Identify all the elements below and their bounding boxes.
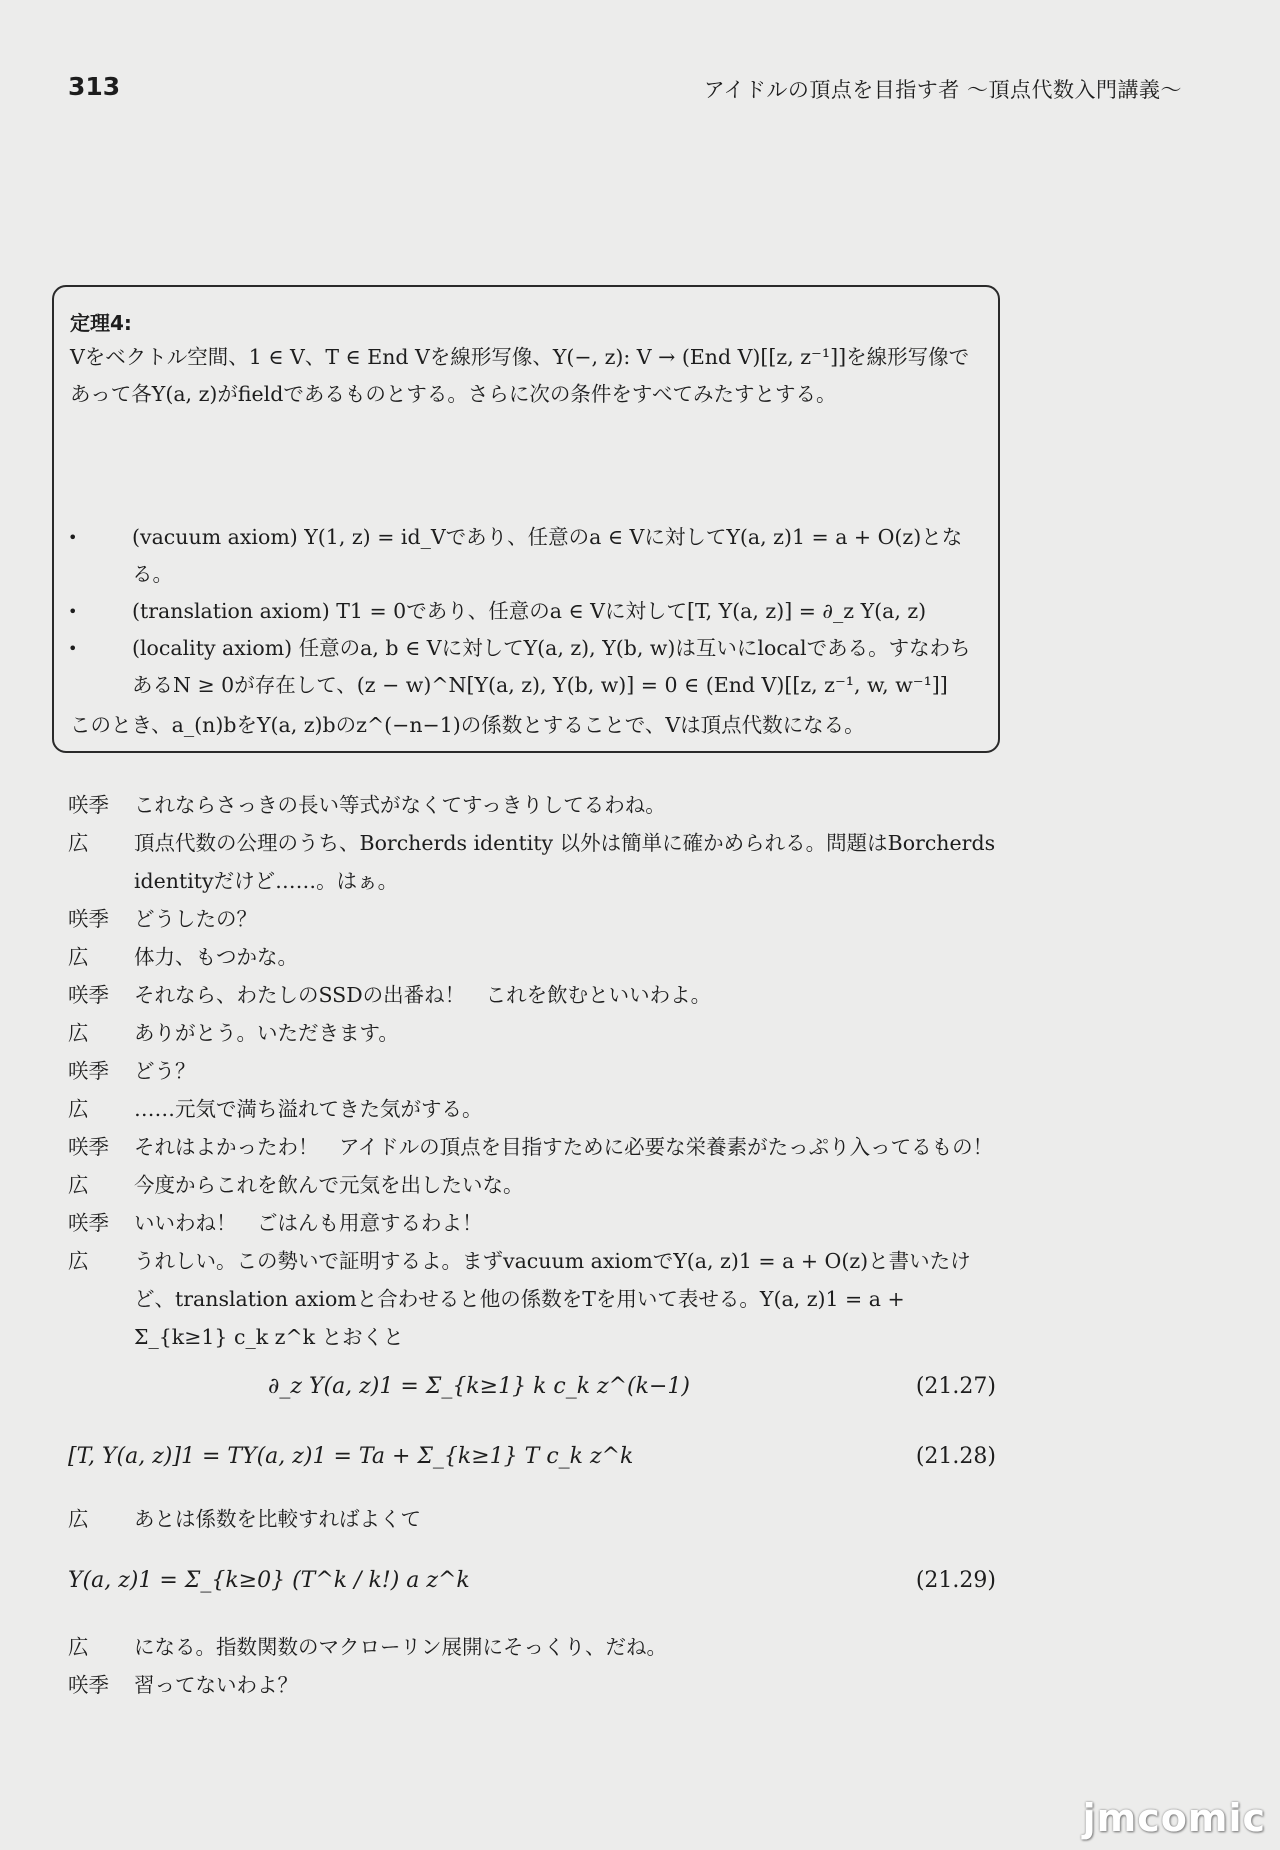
equation-expression: Y(a, z)1 = Σ_{k≥0} (T^k / k!) a z^k [68, 1568, 470, 1593]
bullet-translation-axiom: • (translation axiom) T1 = 0であり、任意のa ∈ Vに対して[T, Y(a, z)] = ∂_z Y(a, z) [54, 593, 994, 630]
theorem-box [52, 285, 1000, 753]
utterance: それはよかったわ！ アイドルの頂点を目指すために必要な栄養素がたっぷり入ってるもの！ [134, 1135, 994, 1159]
dialogue-line [68, 1500, 996, 1538]
equation-expression: [T, Y(a, z)]1 = TY(a, z)1 = Ta + Σ_{k≥1} T c_k z^k [68, 1444, 634, 1469]
dialogue-line [68, 1242, 996, 1356]
speaker: 咲季 [68, 983, 109, 1007]
utterance: どう？ [134, 1059, 196, 1083]
utterance: それなら、わたしのSSDの出番ね！ これを飲むといいわよ。 [134, 983, 712, 1007]
dialogue-line [68, 1204, 996, 1242]
dialogue-line [68, 1090, 996, 1128]
equation-21-29 [68, 1538, 996, 1628]
utterance: 習ってないわよ？ [134, 1673, 298, 1697]
speaker: 広 [68, 1249, 89, 1273]
utterance: ありがとう。いただきます。 [134, 1021, 399, 1045]
utterance: 頂点代数の公理のうち、Borcherds identity 以外は簡単に確かめられる。問題はBorcherds identityだけど……。はぁ。 [134, 831, 996, 893]
dialogue-line [68, 786, 996, 824]
dialogue [68, 786, 996, 1704]
speaker: 広 [68, 1097, 89, 1121]
bullet-vacuum-axiom: • (vacuum axiom) Y(1, z) = id_Vであり、任意のa ∈ Vに対してY(a, z)1 = a + O(z)となる。 [54, 519, 994, 593]
page-number: 313 [68, 72, 121, 101]
speaker: 咲季 [68, 1211, 109, 1235]
equation-number: (21.29) [915, 1568, 996, 1593]
equation-21-27 [68, 1356, 996, 1426]
utterance: 今度からこれを飲んで元気を出したいな。 [134, 1173, 524, 1197]
theorem-intro: Vをベクトル空間、1 ∈ V、T ∈ End Vを線形写像、Y(−, z): V → (End V)[[z, z⁻¹]]を線形写像であって各Y(a, z)がfieldであるものとする。さらに次の条件をすべてみたすとする。 [70, 345, 970, 406]
speaker: 広 [68, 945, 89, 969]
dialogue-line [68, 1052, 996, 1090]
equation-expression: ∂_z Y(a, z)1 = Σ_{k≥1} k c_k z^(k−1) [268, 1374, 690, 1399]
utterance: どうしたの？ [134, 907, 257, 931]
equation-number: (21.27) [915, 1374, 996, 1399]
speaker: 咲季 [68, 1135, 109, 1159]
speaker: 咲季 [68, 1673, 109, 1697]
running-title: アイドルの頂点を目指す者 〜頂点代数入門講義〜 [703, 78, 1182, 102]
speaker: 広 [68, 1021, 89, 1045]
utterance: これならさっきの長い等式がなくてすっきりしてるわね。 [134, 793, 666, 817]
utterance: あとは係数を比較すればよくて [134, 1507, 421, 1531]
speaker: 咲季 [68, 907, 109, 931]
speaker: 広 [68, 1507, 89, 1531]
speaker: 咲季 [68, 1059, 109, 1083]
dialogue-line [68, 1014, 996, 1052]
utterance: うれしい。この勢いで証明するよ。まずvacuum axiomでY(a, z)1 = a + O(z)と書いたけど、translation axiomと合わせると他の係数をTを用いて表せる。Y(a, z)1 = a + Σ_{k≥1} c_k z^k とおくと [134, 1249, 971, 1349]
dialogue-line [68, 900, 996, 938]
dialogue-line [68, 976, 996, 1014]
speaker: 広 [68, 1635, 89, 1659]
bullet-locality-axiom: • (locality axiom) 任意のa, b ∈ Vに対してY(a, z), Y(b, w)は互いにlocalである。すなわちあるN ≥ 0が存在して、(z − w)^N[Y(a, z), Y(b, w)] = 0 ∈ (End V)[[z, z⁻¹, w, w⁻¹]] [54, 630, 994, 704]
dialogue-line [68, 1128, 996, 1166]
utterance: 体力、もつかな。 [134, 945, 298, 969]
equation-number: (21.28) [915, 1444, 996, 1469]
theorem-conclusion: このとき、a_(n)bをY(a, z)bのz^(−n−1)の係数とすることで、Vは頂点代数になる。 [70, 713, 865, 737]
dialogue-line [68, 1628, 996, 1666]
dialogue-line [68, 1666, 996, 1704]
speaker: 広 [68, 1173, 89, 1197]
speaker: 広 [68, 831, 89, 855]
equation-21-28 [68, 1426, 996, 1496]
theorem-bullets [54, 519, 994, 704]
dialogue-line [68, 938, 996, 976]
dialogue-line [68, 1166, 996, 1204]
watermark-logo: jmcomic [1082, 1796, 1266, 1840]
theorem-title: 定理4: [70, 311, 132, 335]
speaker: 咲季 [68, 793, 109, 817]
utterance: になる。指数関数のマクローリン展開にそっくり、だね。 [134, 1635, 667, 1659]
dialogue-line [68, 824, 996, 900]
utterance: ……元気で満ち溢れてきた気がする。 [134, 1097, 483, 1121]
utterance: いいわね！ ごはんも用意するわよ！ [134, 1211, 483, 1235]
